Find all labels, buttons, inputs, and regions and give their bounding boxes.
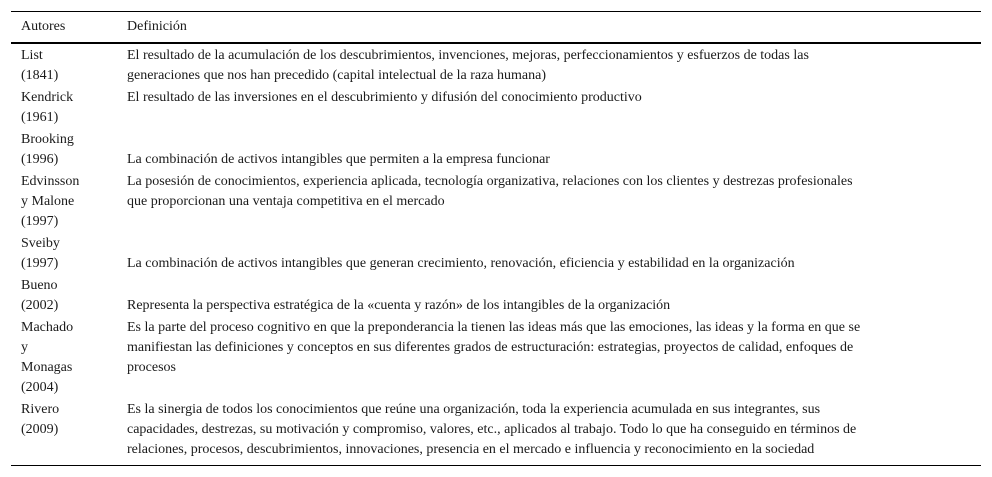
definition-cell (127, 130, 981, 172)
definition-cell (127, 88, 981, 130)
author-line: Kendrick (21, 90, 74, 105)
table-row (11, 43, 981, 88)
author-cell (11, 276, 127, 318)
author-line: (1997) (21, 256, 59, 271)
author-line: (1841) (21, 68, 59, 83)
author-line: Brooking (21, 132, 74, 147)
definition-line: Representa la perspectiva estratégica de la «cuenta y razón» de los intangibles de la organización (127, 298, 671, 313)
table-body (11, 43, 981, 466)
definition-cell (127, 276, 981, 318)
author-cell (11, 172, 127, 234)
definition-line: que proporcionan una ventaja competitiva en el mercado (127, 194, 445, 209)
table-row (11, 234, 981, 276)
author-line: Sveiby (21, 236, 60, 251)
definition-cell (127, 234, 981, 276)
author-line: (2004) (21, 380, 59, 395)
author-line: Rivero (21, 402, 60, 417)
definition-line: El resultado de las inversiones en el descubrimiento y difusión del conocimiento productivo (127, 90, 642, 105)
author-line: y Malone (21, 194, 75, 209)
author-line: (1961) (21, 110, 59, 125)
definition-line: relaciones, procesos, descubrimientos, innovaciones, presencia en el mercado e influencia y reconocimiento en la sociedad (127, 442, 815, 457)
author-line: Bueno (21, 278, 58, 293)
definition-line: procesos (127, 360, 176, 375)
definition-line: Es la parte del proceso cognitivo en que la preponderancia la tienen las ideas más que las emociones, las ideas y la forma en que se (127, 320, 861, 335)
definition-line: El resultado de la acumulación de los descubrimientos, invenciones, mejoras, perfeccionamientos y esfuerzos de todas las (127, 48, 809, 63)
author-cell (11, 318, 127, 400)
author-line: (2009) (21, 422, 59, 437)
author-line: y (21, 340, 28, 355)
table-row (11, 172, 981, 234)
author-line: (2002) (21, 298, 59, 313)
author-cell (11, 234, 127, 276)
author-line: Machado (21, 320, 74, 335)
intellectual-capital-definitions-table (11, 11, 981, 466)
author-cell (11, 130, 127, 172)
definition-cell (127, 43, 981, 88)
definitions-table-container (11, 11, 981, 466)
definition-line: capacidades, destrezas, su motivación y compromiso, valores, etc., aplicados al trabajo. Todo lo que ha conseguido en términos de (127, 422, 857, 437)
table-row (11, 88, 981, 130)
table-row (11, 130, 981, 172)
definition-line: manifiestan las definiciones y conceptos en sus diferentes grados de estructuración: estrategias, proyectos de calidad, enfoques de (127, 340, 854, 355)
definition-line: La posesión de conocimientos, experiencia aplicada, tecnología organizativa, relaciones con los clientes y destrezas profesionales (127, 174, 853, 189)
author-line: Monagas (21, 360, 73, 375)
table-row (11, 400, 981, 466)
definition-cell (127, 172, 981, 234)
author-line: List (21, 48, 43, 63)
header-authors: Autores (21, 19, 66, 34)
author-line: Edvinsson (21, 174, 80, 189)
definition-line: generaciones que nos han precedido (capital intelectual de la raza humana) (127, 68, 547, 83)
definition-cell (127, 318, 981, 400)
definition-cell (127, 400, 981, 466)
definition-line: Es la sinergia de todos los conocimientos que reúne una organización, toda la experiencia acumulada en sus integrantes, sus (127, 402, 821, 417)
definition-line: La combinación de activos intangibles que permiten a la empresa funcionar (127, 152, 550, 167)
author-cell (11, 400, 127, 466)
author-cell (11, 43, 127, 88)
table-header-row (11, 12, 981, 44)
author-line: (1997) (21, 214, 59, 229)
header-definition: Definición (127, 19, 187, 34)
table-row (11, 276, 981, 318)
author-cell (11, 88, 127, 130)
table-row (11, 318, 981, 400)
definition-line: La combinación de activos intangibles que generan crecimiento, renovación, eficiencia y estabilidad en la organización (127, 256, 795, 271)
author-line: (1996) (21, 152, 59, 167)
